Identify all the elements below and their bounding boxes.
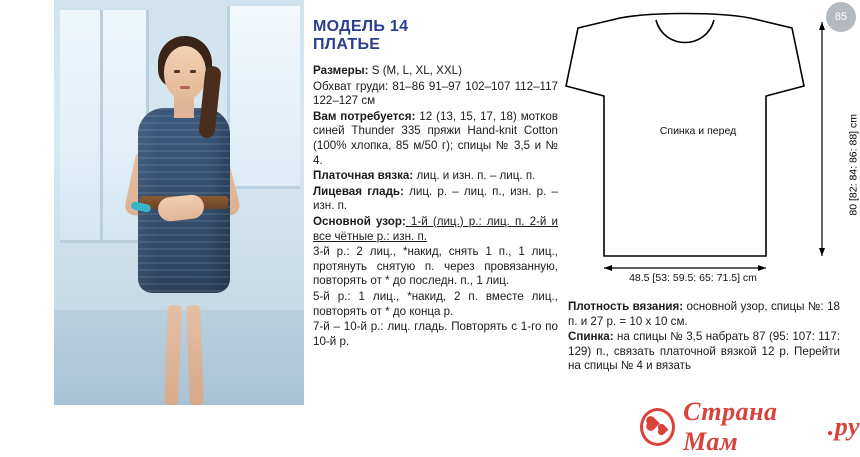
instruction-text-0: S (M, L, XL, XXL) [368, 64, 462, 77]
model-photo [54, 0, 304, 405]
note-paragraph-1 [568, 330, 840, 374]
instruction-text-2: 12 (13, 15, 17, 18) мотков синей Thunder 335 пряжи Hand-knit Cotton (100% хлопка, 85 м/50 г); спицы № 3,5 и № 4. [313, 109, 558, 167]
site-logo[interactable] [640, 397, 860, 456]
instruction-label-2: Вам потребуется: [313, 109, 416, 123]
model-type: ПЛАТЬЕ [313, 36, 381, 53]
pattern-text-column [313, 18, 558, 350]
logo-domain: .ру [827, 412, 860, 441]
pattern-notes-column [568, 300, 840, 375]
instruction-paragraph-5 [313, 215, 558, 244]
page-badge: 85 [826, 2, 856, 32]
instruction-paragraph-8 [313, 320, 558, 349]
garment-schematic [560, 10, 860, 300]
model-head [164, 46, 206, 100]
instruction-text-5: 1-й (лиц.) р.: лиц. п. 2-й и все чётные р.: изн. п. [313, 214, 558, 243]
note-label-0: Плотность вязания: [568, 300, 684, 313]
instruction-paragraph-6 [313, 245, 558, 289]
instruction-text-8: 7-й – 10-й р.: лиц. гладь. Повторять с 1-го по 10-й р. [313, 320, 558, 348]
instruction-text-1: Обхват груди: 81–86 91–97 102–107 112–117 122–127 см [313, 79, 558, 108]
schematic-drawing [560, 10, 850, 300]
instruction-paragraph-1 [313, 80, 558, 109]
model-mouth [180, 86, 190, 89]
model-eye-right [190, 70, 196, 73]
schematic-width-label: 48.5 [53: 59.5: 65: 71.5] cm [629, 272, 757, 284]
width-arrow-right [758, 265, 766, 271]
schematic-height-label: 80 [82: 84: 86: 88] cm [848, 114, 860, 216]
instruction-text-6: 3-й р.: 2 лиц., *накид, снять 1 п., 1 лиц., протянуть снятую п. через провязанную, повторять от * до последн. п., 1 лиц. [313, 245, 558, 288]
instruction-paragraph-7 [313, 290, 558, 319]
note-text-1: на спицы № 3,5 набрать 87 (95: 107: 117: 129) п., связать платочной вязкой 12 р. Перейти на спицы № 4 и вязать [568, 330, 840, 373]
schematic-piece-label: Спинка и перед [659, 125, 737, 137]
note-paragraph-0 [568, 300, 840, 329]
instruction-text-7: 5-й р.: 1 лиц., *накид, 2 п. вместе лиц., повторять от * до конца р. [313, 289, 558, 318]
photo-window-right [227, 6, 300, 189]
height-arrow-bottom [819, 248, 825, 256]
instruction-paragraph-3 [313, 169, 558, 184]
height-arrow-top [819, 22, 825, 30]
heart-circle-icon [640, 408, 675, 446]
instruction-label-0: Размеры: [313, 64, 369, 77]
model-eye-left [174, 70, 180, 73]
width-arrow-left [604, 265, 612, 271]
instruction-paragraph-0 [313, 64, 558, 79]
note-label-1: Спинка: [568, 330, 614, 344]
instruction-paragraph-4 [313, 185, 558, 214]
instruction-text-3: лиц. и изн. п. – лиц. п. [413, 169, 536, 183]
logo-text: Страна Мам [683, 397, 778, 456]
instruction-paragraph-2 [313, 110, 558, 168]
instruction-text-4: лиц. р. – лиц. п., изн. р. – изн. п. [313, 184, 558, 213]
instruction-label-4: Лицевая гладь: [313, 184, 404, 198]
model-number: МОДЕЛЬ 14 [313, 18, 409, 35]
note-text-0: основной узор, спицы №: 18 п. и 27 р. = 10 х 10 см. [568, 300, 840, 328]
instruction-label-3: Платочная вязка: [313, 169, 414, 183]
instruction-label-5: Основной узор: [313, 214, 406, 228]
